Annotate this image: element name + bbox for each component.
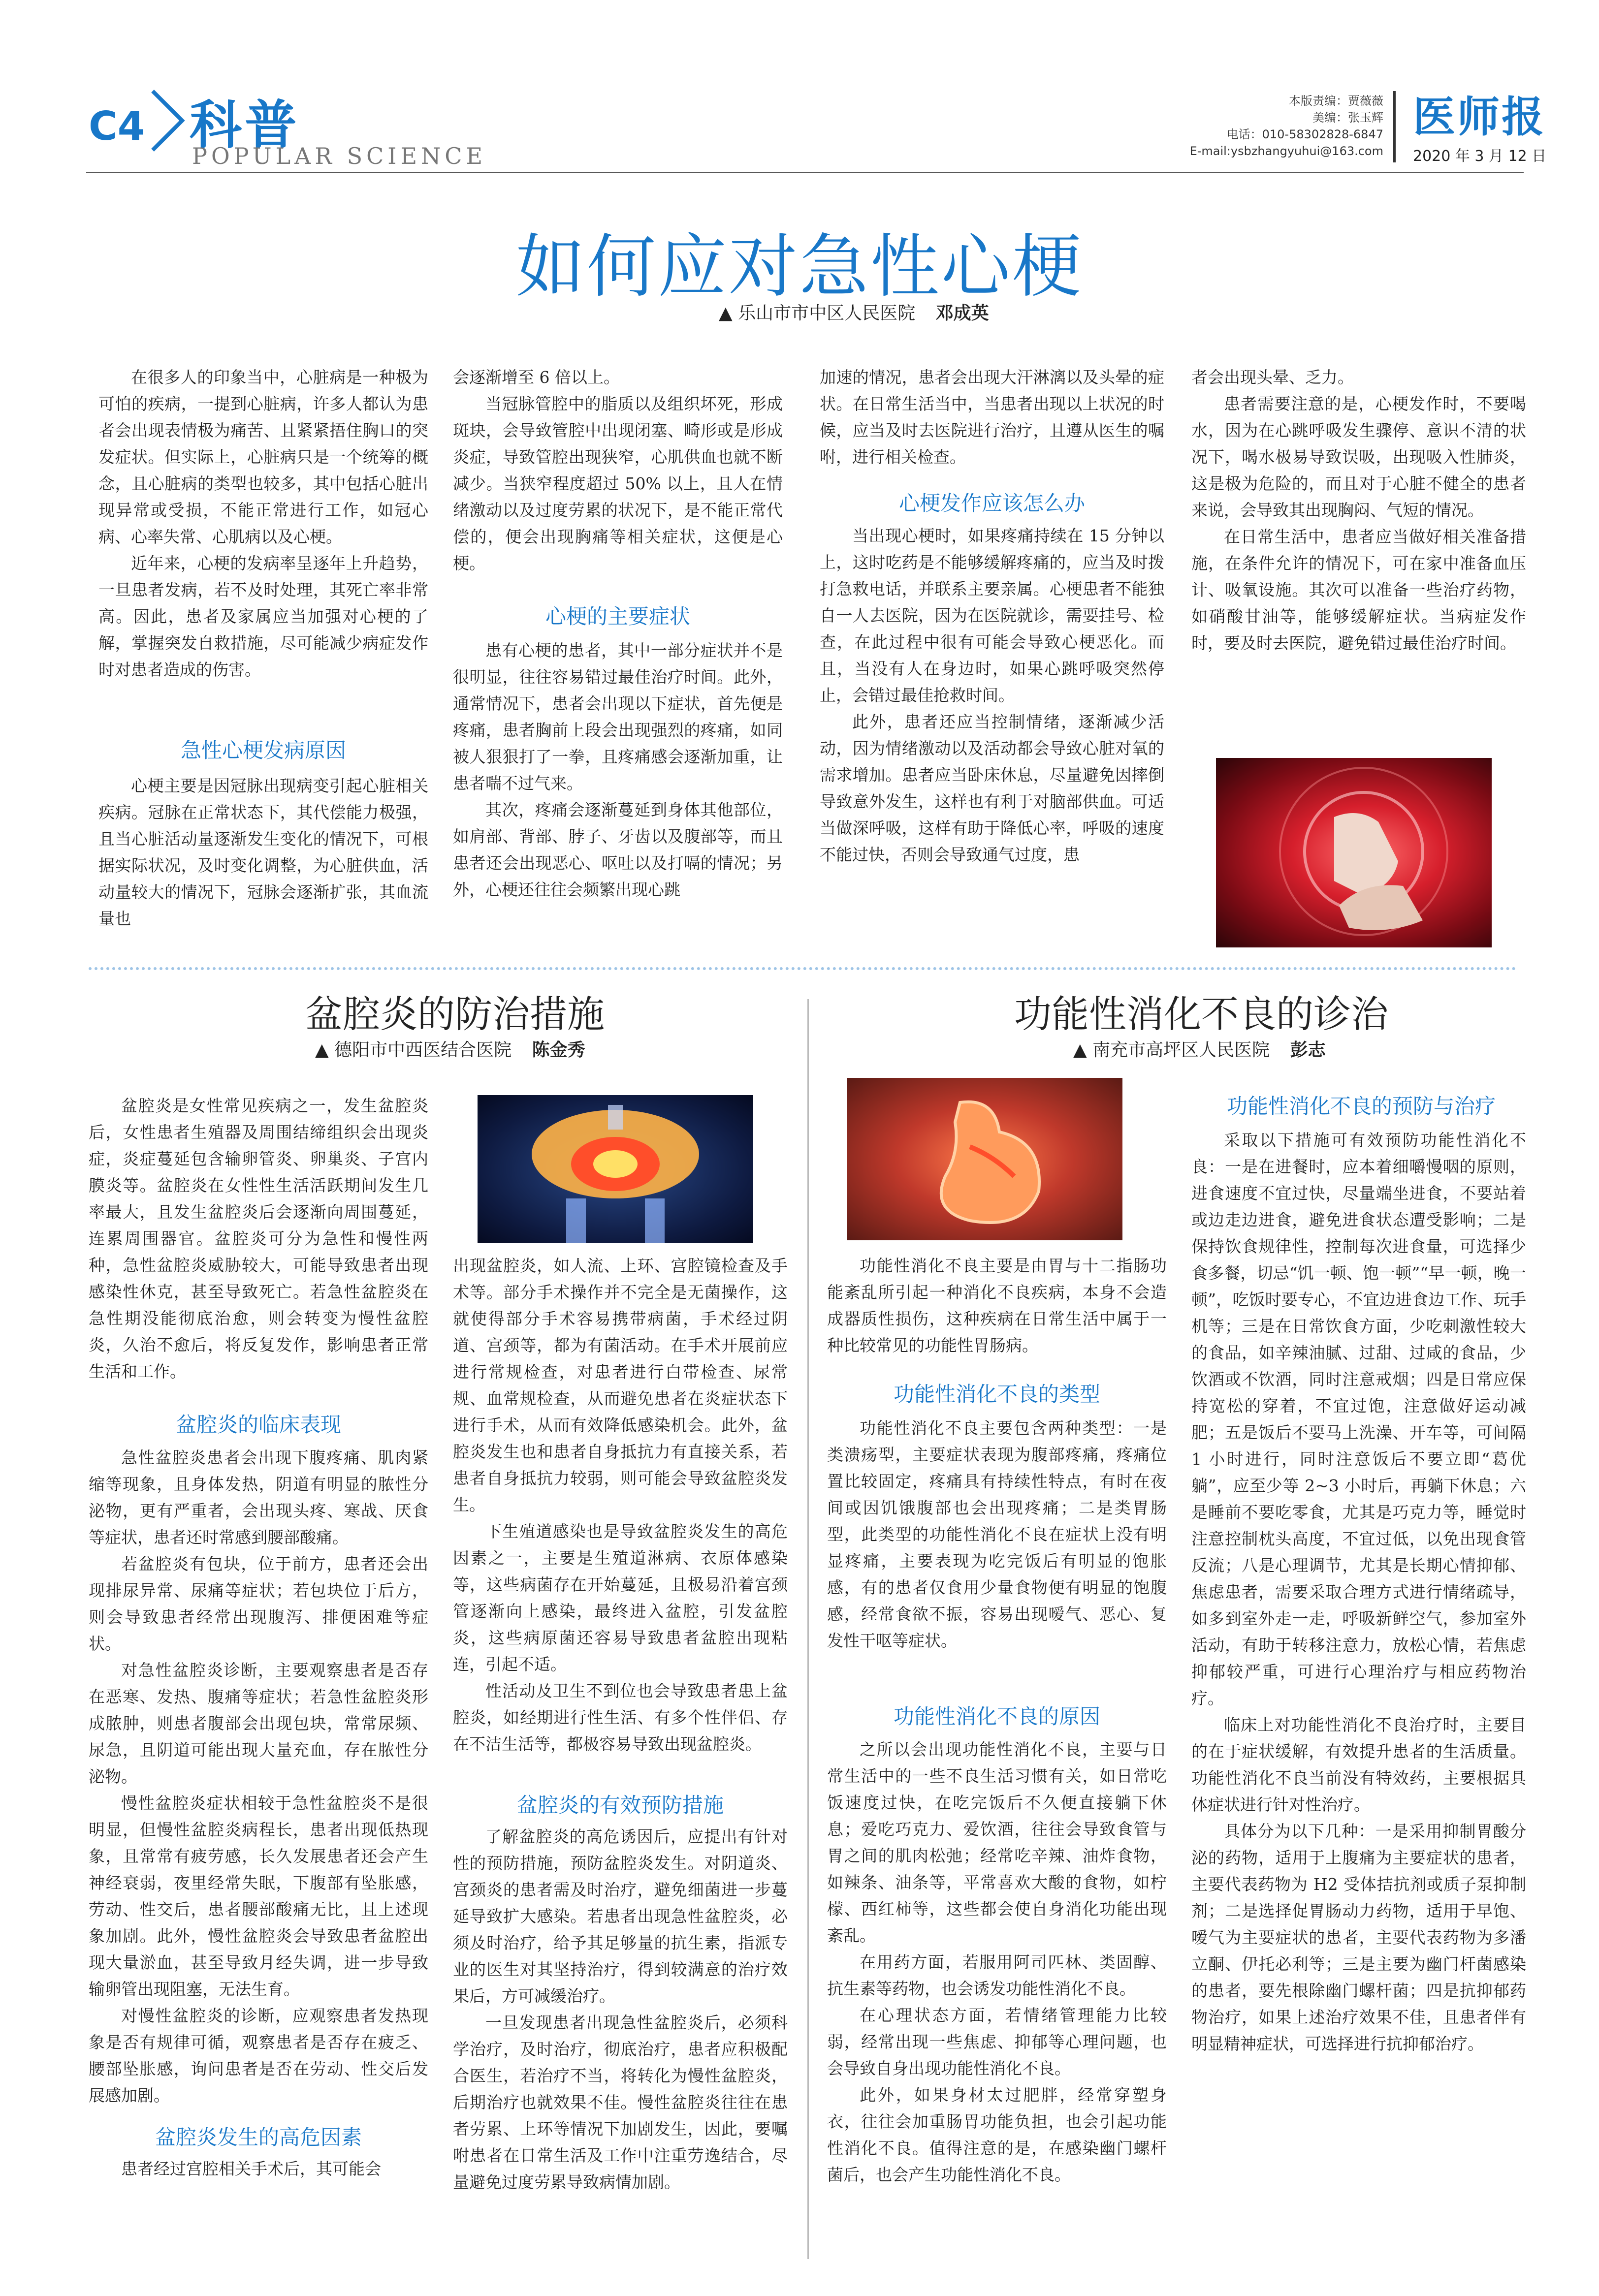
article3-subheading-2: 功能性消化不良的原因 (893, 1704, 1100, 1729)
byline-author: 彭志 (1290, 1040, 1326, 1060)
masthead-logo: 医师报 (1413, 93, 1546, 142)
article2-subheading-1: 盆腔炎的临床表现 (175, 1413, 341, 1437)
issue-date: 2020 年 3 月 12 日 (1413, 148, 1547, 165)
article2-col2 (453, 1253, 788, 1758)
paragraph: 对慢性盆腔炎的诊断，应观察患者发热现象是否有规律可循，观察患者是否存在疲乏、腰部坠胀感，询问患者是否在劳动、性交后发展感加剧。 (89, 2006, 428, 2105)
paragraph: 者会出现头晕、乏力。 (1191, 368, 1354, 387)
paragraph: 心梗主要是因冠脉出现病变引起心脏相关疾病。冠脉在正常状态下，其代偿能力极强，且当心脏活动量逐渐发生变化的情况下，可根据实际状况，及时变化调整，为心脏供血，活动量较大的情况下，冠脉会逐渐扩张，其血流量也 (98, 776, 428, 928)
paragraph: 功能性消化不良主要是由胃与十二指肠功能紊乱所引起一种消化不良疾病，本身不会造成器质性损伤，这种疾病在日常生活中属于一种比较常见的功能性胃肠病。 (827, 1256, 1167, 1355)
article2-subheading-3: 盆腔炎的有效预防措施 (516, 1793, 724, 1817)
column-divider (807, 999, 809, 2259)
paragraph: 急性盆腔炎患者会出现下腹疼痛、肌肉紧缩等现象，且身体发热，阴道有明显的脓性分泌物，更有严重者，会出现头疼、寒战、厌食等症状，患者还时常感到腰部酸痛。 (89, 1448, 428, 1547)
article3-col1c (827, 1736, 1167, 2188)
paragraph: 此外，患者还应当控制情绪，逐渐减少活动，因为情绪激动以及活动都会导致心脏对氧的需求增加。患者应当卧床休息，尽量避免因摔倒导致意外发生，这样也有利于对脑部供血。可适当做深呼吸，这样有助于降低心率，呼吸的速度不能过快，否则会导致通气过度，患 (820, 712, 1164, 864)
paragraph: 对急性盆腔炎诊断，主要观察患者是否存在恶寒、发热、腹痛等症状；若急性盆腔炎形成脓肿，则患者腹部会出现包块，常常尿频、尿急，且阴道可能出现大量充血，存在脓性分泌物。 (89, 1661, 428, 1786)
paragraph: 之所以会出现功能性消化不良，主要与日常生活中的一些不良生活习惯有关，如日常吃饭速度过快，在吃完饭后不久便直接躺下休息；爱吃巧克力、爱饮酒，往往会导致食管与胃之间的肌肉松弛；经常吃辛辣、油炸食物，如辣条、油条等，平常喜欢大酸的食物，如柠檬、西红柿等，这些都会使自身消化功能出现紊乱。 (827, 1740, 1167, 1945)
article2-byline (315, 1036, 585, 1061)
paragraph: 一旦发现患者出现急性盆腔炎后，必须科学治疗，及时治疗，彻底治疗，患者应积极配合医生，若治疗不当，将转化为慢性盆腔炎，后期治疗也就效果不佳。慢性盆腔炎往往在患者劳累、上环等情况下加剧发生，因此，要嘱咐患者在日常生活及工作中注重劳逸结合，尽量避免过度劳累导致病情加剧。 (453, 2013, 788, 2192)
paragraph: 会逐渐增至 6 倍以上。 (453, 368, 620, 387)
paragraph: 患者需要注意的是，心梗发作时，不要喝水，因为在心跳呼吸发生骤停、意识不清的状况下，喝水极易导致误吸，出现吸入性肺炎，这是极为危险的，而且对于心脏不健全的患者来说，会导致其出现胸闷、气短的情况。 (1191, 394, 1526, 520)
article3-subheading-1: 功能性消化不良的类型 (893, 1382, 1100, 1406)
paragraph: 患有心梗的患者，其中一部分症状并不是很明显，往往容易错过最佳治疗时间。此外，通常情况下，患者会出现以下症状，首先便是疼痛，患者胸前上段会出现强烈的疼痛，如同被人狠狠打了一拳，且疼痛感会逐渐加重，让患者喘不过气来。 (453, 641, 783, 793)
paragraph: 其次，疼痛会逐渐蔓延到身体其他部位，如肩部、背部、脖子、牙齿以及腹部等，而且患者还会出现恶心、呕吐以及打嗝的情况；另外，心梗还往往会频繁出现心跳 (453, 800, 783, 899)
article3-col2 (1191, 1127, 1526, 2057)
paragraph: 盆腔炎是女性常见疾病之一，发生盆腔炎后，女性患者生殖器及周围结缔组织会出现炎症，炎症蔓延包含输卵管炎、卵巢炎、子宫内膜炎等。盆腔炎在女性性生活活跃期间发生几率最大，且发生盆腔炎后会逐渐向周围蔓延，连累周围器官。盆腔炎可分为急性和慢性两种，急性盆腔炎威胁较大，可能导致患者出现感染性休克，甚至导致死亡。若急性盆腔炎在急性期没能彻底治愈，则会转变为慢性盆腔炎，久治不愈后，将反复发作，影响患者正常生活和工作。 (89, 1096, 428, 1381)
article1-col2b (453, 637, 783, 903)
article2-col1 (89, 1093, 428, 1385)
article1-col1b (98, 773, 428, 932)
hand-on-chest-icon (1216, 758, 1492, 947)
article1-subheading-1: 急性心梗发病原因 (180, 738, 346, 762)
paragraph: 当出现心梗时，如果疼痛持续在 15 分钟以上，这时吃药是不能够缓解疼痛的，应当及时拨打急救电话，并联系主要亲属。心梗患者不能独自一人去医院，因为在医院就诊，需要挂号、检查，在此过程中很有可能会导致心梗恶化。而且，当没有人在身边时，如果心跳呼吸突然停止，会错过最佳抢救时间。 (820, 526, 1164, 705)
section-english-title: POPULAR SCIENCE (192, 143, 487, 169)
article3-col1b (827, 1415, 1167, 1654)
article3-subheading-3: 功能性消化不良的预防与治疗 (1226, 1094, 1496, 1118)
article2-col1c (89, 2156, 428, 2182)
byline-org: ▲ 德阳市中西医结合医院 (315, 1040, 512, 1060)
paragraph: 功能性消化不良主要包含两种类型：一是类溃疡型，主要症状表现为腹部疼痛，疼痛位置比较固定，疼痛具有持续性特点，有时在夜间或因饥饿腹部也会出现疼痛；二是类胃肠型，此类型的功能性消化不良在症状上没有明显疼痛，主要表现为吃完饭后有明显的饱胀感，有的患者仅食用少量食物便有明显的饱腹感，经常食欲不振，容易出现嗳气、恶心、复发性干呕等症状。 (827, 1418, 1167, 1650)
article2-col1b (89, 1445, 428, 2109)
article1-col1 (98, 364, 428, 683)
byline-author: 邓成英 (935, 303, 989, 323)
paragraph: 慢性盆腔炎症状相较于急性盆腔炎不是很明显，但慢性盆腔炎病程长，患者出现低热现象，且常常有疲劳感，长久发展患者还会产生神经衰弱，夜里经常失眠，下腹部有坠胀感，劳动、性交后，患者腰部酸痛无比，且上述现象加剧。此外，慢性盆腔炎会导致患者盆腔出现大量淤血，甚至导致月经失调，进一步导致输卵管出现阻塞，无法生育。 (89, 1793, 428, 1999)
header-divider (1393, 91, 1396, 162)
paragraph: 下生殖道感染也是导致盆腔炎发生的高危因素之一，主要是生殖道淋病、衣原体感染等，这些病菌存在开始蔓延，且极易沿着宫颈管逐渐向上感染，最终进入盆腔，引发盆腔炎，这些病原菌还容易导致患者盆腔出现粘连，引起不适。 (453, 1522, 788, 1674)
article2-col2b (453, 1824, 788, 2196)
paragraph: 临床上对功能性消化不良治疗时，主要目的在于症状缓解，有效提升患者的生活质量。功能性消化不良当前没有特效药，主要根据具体症状进行针对性治疗。 (1191, 1715, 1526, 1814)
article1-col3 (820, 364, 1164, 471)
pelvis-photo (478, 1095, 753, 1243)
editor-line: 本版责编：贾薇薇 (1289, 94, 1383, 108)
article2-subheading-2: 盆腔炎发生的高危因素 (155, 2125, 362, 2149)
paragraph: 在日常生活中，患者应当做好相关准备措施，在条件允许的情况下，可在家中准备血压计、吸氧设施。其次可以准备一些治疗药物，如硝酸甘油等，能够缓解症状。当病症发作时，要及时去医院，避免错过最佳治疗时间。 (1191, 527, 1526, 653)
paragraph: 近年来，心梗的发病率呈逐年上升趋势，一旦患者发病，若不及时处理，其死亡率非常高。因此，患者及家属应当加强对心梗的了解，掌握突发自救措施，尽可能减少病症发作时对患者造成的伤害。 (98, 554, 428, 679)
paragraph: 了解盆腔炎的高危诱因后，应提出有针对性的预防措施，预防盆腔炎发生。对阴道炎、宫颈炎的患者需及时治疗，避免细菌进一步蔓延导致扩大感染。若患者出现急性盆腔炎，必须及时治疗，给予其足够量的抗生素，指派专业的医生对其坚持治疗，得到较满意的治疗效果后，方可减缓治疗。 (453, 1827, 788, 2006)
paragraph: 出现盆腔炎，如人流、上环、宫腔镜检查及手术等。部分手术操作并不完全是无菌操作，这就使得部分手术容易携带病菌，手术经过阴道、宫颈等，都为有菌活动。在手术开展前应进行常规检查，对患者进行白带检查、尿常规、血常规检查，从而避免患者在炎症状态下进行手术，从而有效降低感染机会。此外，盆腔炎发生也和患者自身抵抗力有直接关系，若患者自身抵抗力较弱，则可能会导致盆腔炎发生。 (453, 1256, 788, 1514)
section-divider (89, 967, 1516, 970)
article1-subheading-3: 心梗发作应该怎么办 (898, 491, 1085, 515)
article1-col2 (453, 364, 783, 577)
article1-col3b (820, 523, 1164, 868)
designer-line: 美编：张玉辉 (1312, 111, 1383, 125)
stomach-icon (847, 1078, 1122, 1240)
article3-intro (827, 1253, 1167, 1359)
article3-title: 功能性消化不良的诊治 (1014, 992, 1388, 1036)
article3-byline (1073, 1036, 1326, 1061)
paragraph: 若盆腔炎有包块，位于前方，患者还会出现排尿异常、尿痛等症状；若包块位于后方，则会导致患者经常出现腹泻、排便困难等症状。 (89, 1554, 428, 1653)
stomach-photo (847, 1078, 1122, 1240)
pelvis-icon (478, 1095, 753, 1243)
byline-org: ▲ 乐山市市中区人民医院 (719, 303, 916, 323)
paragraph: 患者经过宫腔相关手术后，其可能会 (121, 2159, 381, 2178)
phone-line: 电话：010-58302828-6847 (1226, 127, 1383, 141)
paragraph: 在很多人的印象当中，心脏病是一种极为可怕的疾病，一提到心脏病，许多人都认为患者会出现表情极为痛苦、且紧紧捂住胸口的突发症状。但实际上，心脏病只是一个统筹的概念，且心脏病的类型也较多，其中包括心脏出现异常或受损，不能正常进行工作，如冠心病、心率失常、心肌病以及心梗。 (98, 368, 428, 546)
paragraph: 加速的情况，患者会出现大汗淋漓以及头晕的症状。在日常生活当中，当患者出现以上状况的时候，应当及时去医院进行治疗，且遵从医生的嘱咐，进行相关检查。 (820, 368, 1164, 467)
heart-attack-photo (1216, 758, 1492, 947)
section-title: 科普 (190, 95, 300, 156)
article2-title: 盆腔炎的防治措施 (305, 992, 605, 1036)
email-line: E-mail:ysbzhangyuhui@163.com (1189, 144, 1383, 158)
paragraph: 具体分为以下几种：一是采用抑制胃酸分泌的药物，适用于上腹痛为主要症状的患者，主要代表药物为 H2 受体拮抗剂或质子泵抑制剂；二是选择促胃肠动力药物，适用于早饱、嗳气为主要症状的患者，主要代表药物为多潘立酮、伊托必利等；三是主要为幽门杆菌感染的患者，要先根除幽门螺杆菌；四是抗抑郁药物治疗，如果上述治疗效果不佳，且患者伴有明显精神症状，可选择进行抗抑郁治疗。 (1191, 1822, 1526, 2053)
paragraph: 在用药方面，若服用阿司匹林、类固醇、抗生素等药物，也会诱发功能性消化不良。 (827, 1952, 1167, 1998)
paragraph: 在心理状态方面，若情绪管理能力比较弱，经常出现一些焦虑、抑郁等心理问题，也会导致自身出现功能性消化不良。 (827, 2006, 1167, 2078)
paragraph: 此外，如果身材太过肥胖，经常穿塑身衣，往往会加重肠胃功能负担，也会引起功能性消化不良。值得注意的是，在感染幽门螺杆菌后，也会产生功能性消化不良。 (827, 2085, 1167, 2184)
paragraph: 采取以下措施可有效预防功能性消化不良：一是在进餐时，应本着细嚼慢咽的原则，进食速度不宜过快，尽量端坐进食，不要站着或边走边进食，避免进食状态遭受影响；二是保持饮食规律性，控制每次进食量，可选择少食多餐，切忌“饥一顿、饱一顿”“早一顿，晚一顿”，吃饭时要专心，不宜边进食边工作、玩手机等；三是在日常饮食方面，少吃刺激性较大的食品，如辛辣油腻、过甜、过咸的食品，少饮酒或不饮酒，同时注意戒烟；四是日常应保持宽松的穿着，不宜过饱，注意做好运动减肥；五是饭后不要马上洗澡、开车等，可间隔 1 小时进行，同时注意饭后不要立即“葛优躺”，应至少等 2~3 小时后，再躺下休息；六是睡前不要吃零食，尤其是巧克力等，睡觉时注意控制枕头高度，不宜过低，以免出现食管反流；八是心理调节，尤其是长期心情抑郁、焦虑患者，需要采取合理方式进行情绪疏导，如多到室外走一走，呼吸新鲜空气，参加室外活动，有助于转移注意力，放松心情，若焦虑抑郁较严重，可进行心理治疗与相应药物治疗。 (1191, 1131, 1526, 1708)
paragraph: 当冠脉管腔中的脂质以及组织坏死，形成斑块，会导致管腔中出现闭塞、畸形或是形成炎症，导致管腔出现狭窄，心肌供血也就不断减少。当狭窄程度超过 50% 以上，且人在情绪激动以及过度劳累的状况下，是不能正常代偿的，便会出现胸痛等相关症状，这便是心梗。 (453, 394, 783, 573)
page-code: C4 (89, 103, 145, 149)
editor-info (1172, 93, 1383, 159)
byline-author: 陈金秀 (532, 1040, 585, 1060)
chevron-right-icon (148, 89, 187, 153)
article1-col4 (1191, 364, 1526, 657)
article1-title: 如何应对急性心梗 (515, 227, 1083, 307)
paragraph: 性活动及卫生不到位也会导致患者患上盆腔炎，如经期进行性生活、有多个性伴侣、存在不洁生活等，都极容易导致出现盆腔炎。 (453, 1681, 788, 1754)
article1-byline (719, 299, 989, 324)
byline-org: ▲ 南充市高坪区人民医院 (1073, 1040, 1270, 1060)
article1-subheading-2: 心梗的主要症状 (545, 604, 690, 629)
header-rule (86, 172, 1524, 173)
